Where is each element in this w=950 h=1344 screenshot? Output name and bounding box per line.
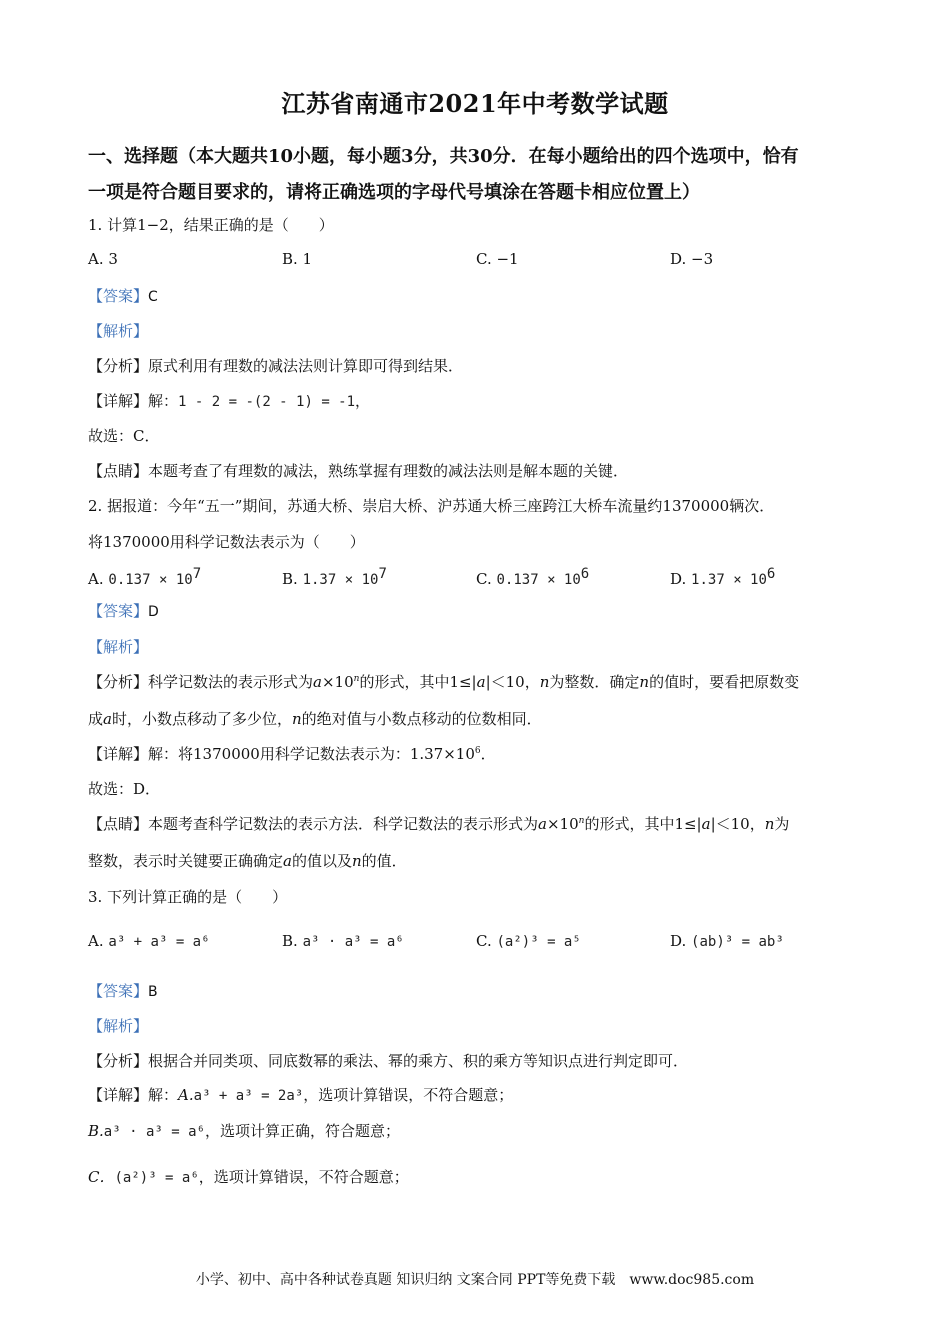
option-exponent: 6	[580, 566, 590, 582]
q2-option-b	[282, 566, 387, 588]
xiangjie-label: 【详解】	[88, 1086, 149, 1104]
q1-answer	[88, 285, 158, 306]
q1-option-d: D. −3	[670, 250, 714, 268]
option-letter: D.	[670, 932, 687, 950]
q3-option-d	[670, 932, 784, 950]
option-letter: A.	[88, 570, 104, 588]
text: |＜10，	[710, 815, 765, 833]
page-title: 江苏省南通市2021年中考数学试题	[281, 89, 669, 118]
q3-xiangjie-a	[88, 1084, 513, 1105]
var-a: a	[103, 710, 112, 728]
option-expression: a³ + a³ = a⁶	[108, 934, 210, 950]
dianjing-label: 【点睛】	[88, 815, 149, 833]
text: ．	[480, 745, 496, 763]
q3-analysis-label: 【解析】	[88, 1017, 149, 1035]
text: 本题考查科学记数法的表示方法．科学记数法的表示形式为	[148, 815, 539, 833]
fenxi-label: 【分析】	[88, 1052, 149, 1070]
question-2-stem-line2: 将1370000用科学记数法表示为（ ）	[88, 533, 365, 551]
q2-fenxi-line1	[88, 671, 799, 692]
question-1-stem: 1. 计算1−2，结果正确的是（ ）	[88, 216, 334, 234]
math-expression: a³ · a³ = a⁶	[103, 1124, 205, 1140]
option-expression: (a²)³ = a⁵	[496, 934, 581, 950]
var-n: n	[353, 674, 360, 684]
option-mantissa: 0.137 × 10	[108, 572, 193, 588]
fenxi-text: 根据合并同类项、同底数幂的乘法、幂的乘方、积的乘方等知识点进行判定即可．	[148, 1052, 689, 1070]
text: 成	[88, 710, 104, 728]
answer-value: D	[148, 604, 159, 620]
page-footer: 小学、初中、高中各种试卷真题 知识归纳 文案合同 PPT等免费下载 www.doc985.com	[195, 1272, 755, 1288]
var-n: n	[578, 816, 585, 826]
q1-analysis-label: 【解析】	[88, 322, 149, 340]
text: 的形式，其中1≤|	[359, 673, 477, 691]
option-mantissa: 1.37 × 10	[691, 572, 767, 588]
text: 的形式，其中1≤|	[584, 815, 702, 833]
q1-option-a: A. 3	[88, 250, 118, 268]
var-n: n	[291, 710, 302, 728]
answer-value: B	[148, 984, 158, 1000]
option-exponent: 7	[192, 566, 202, 582]
q2-guxuan: 故选：D．	[88, 780, 161, 798]
option-ref: B.	[88, 1122, 104, 1140]
option-expression: (ab)³ = ab³	[691, 934, 784, 950]
fenxi-label: 【分析】	[88, 673, 149, 691]
q1-guxuan: 故选：C．	[88, 427, 160, 445]
text: 的值．	[361, 852, 407, 870]
text: ，选项计算错误，不符合题意；	[303, 1086, 514, 1104]
option-letter: B.	[282, 932, 298, 950]
q2-xiangjie	[88, 743, 496, 764]
section-header-line2: 一项是符合题目要求的，请将正确选项的字母代号填涂在答题卡相应位置上）	[88, 182, 700, 203]
option-ref: C．	[88, 1168, 115, 1186]
q3-xiangjie-c	[88, 1166, 409, 1187]
q2-fenxi-line2	[88, 708, 542, 729]
text: 的值以及	[291, 852, 352, 870]
q1-dianjing	[88, 460, 628, 481]
text: 为	[774, 815, 790, 833]
option-exponent: 7	[378, 566, 387, 582]
text: ，选项计算正确，符合题意；	[204, 1122, 400, 1140]
var-a: a	[538, 815, 547, 833]
math-expression: (a²)³ = a⁶	[114, 1170, 199, 1186]
q2-analysis-label: 【解析】	[88, 638, 149, 656]
math-expression: a³ + a³ = 2a³	[193, 1088, 304, 1104]
q3-option-c	[476, 932, 581, 950]
option-expression: a³ · a³ = a⁶	[302, 934, 404, 950]
var-a: a	[701, 815, 711, 833]
xiangjie-suffix: ，	[355, 392, 371, 410]
q3-option-a	[88, 932, 210, 950]
text: ×10	[321, 673, 354, 691]
dianjing-label: 【点睛】	[88, 462, 149, 480]
text: ×10	[546, 815, 579, 833]
fenxi-label: 【分析】	[88, 357, 149, 375]
text: ，选项计算错误，不符合题意；	[198, 1168, 409, 1186]
dianjing-text: 本题考查了有理数的减法，熟练掌握有理数的减法法则是解本题的关键．	[148, 462, 629, 480]
q3-xiangjie-b	[88, 1120, 400, 1141]
answer-label: 【答案】	[88, 287, 149, 305]
section-header-line1: 一、选择题（本大题共10小题，每小题3分，共30分．在每小题给出的四个选项中，恰有	[88, 146, 799, 167]
option-letter: D.	[670, 570, 687, 588]
xiangjie-math: 1 - 2 = -(2 - 1) = -1	[178, 394, 356, 410]
option-letter: B.	[282, 570, 298, 588]
q1-option-c: C. −1	[476, 250, 519, 268]
text: 的值时，要看把原数变	[649, 673, 800, 691]
answer-label: 【答案】	[88, 982, 149, 1000]
q2-dianjing-line1	[88, 813, 789, 834]
q2-dianjing-line2	[88, 850, 407, 871]
option-ref: A.	[178, 1086, 194, 1104]
xiangjie-label: 【详解】	[88, 392, 149, 410]
question-2-stem-line1: 2. 据报道：今年“五一”期间，苏通大桥、崇启大桥、沪苏通大桥三座跨江大桥车流量约1370000辆次．	[88, 497, 775, 515]
text: 科学记数法的表示形式为	[148, 673, 314, 691]
option-letter: C.	[476, 570, 492, 588]
text: 解：	[148, 1086, 179, 1104]
option-mantissa: 1.37 × 10	[302, 572, 379, 588]
var-n: n	[539, 673, 550, 691]
option-mantissa: 0.137 × 10	[496, 572, 581, 588]
option-exponent: 6	[766, 566, 776, 582]
option-letter: C.	[476, 932, 492, 950]
text: 为整数．确定	[549, 673, 640, 691]
answer-label: 【答案】	[88, 602, 149, 620]
text: 解：将1370000用科学记数法表示为：1.37×10	[148, 745, 475, 763]
q2-answer	[88, 600, 159, 621]
exponent: 6	[474, 746, 481, 756]
q3-fenxi	[88, 1050, 688, 1071]
q3-option-b	[282, 932, 404, 950]
q1-fenxi	[88, 355, 463, 376]
var-a: a	[476, 673, 486, 691]
q1-option-b: B. 1	[282, 250, 313, 268]
fenxi-text: 原式利用有理数的减法法则计算即可得到结果．	[148, 357, 464, 375]
q1-xiangjie	[88, 390, 370, 411]
q3-answer	[88, 980, 158, 1001]
text: 时，小数点移动了多少位，	[111, 710, 292, 728]
var-n: n	[351, 852, 362, 870]
text: |＜10，	[485, 673, 540, 691]
xiangjie-label: 【详解】	[88, 745, 149, 763]
var-a: a	[313, 673, 322, 691]
xiangjie-prefix: 解：	[148, 392, 179, 410]
question-3-stem: 3. 下列计算正确的是（ ）	[88, 888, 288, 906]
option-letter: A.	[88, 932, 104, 950]
q2-option-d	[670, 566, 775, 588]
q2-option-c	[476, 566, 589, 588]
var-n: n	[764, 815, 775, 833]
text: 整数，表示时关键要正确确定	[88, 852, 284, 870]
var-n: n	[639, 673, 650, 691]
q2-option-a	[88, 566, 201, 588]
answer-value: C	[148, 289, 158, 305]
text: 的绝对值与小数点移动的位数相同．	[301, 710, 542, 728]
var-a: a	[283, 852, 292, 870]
